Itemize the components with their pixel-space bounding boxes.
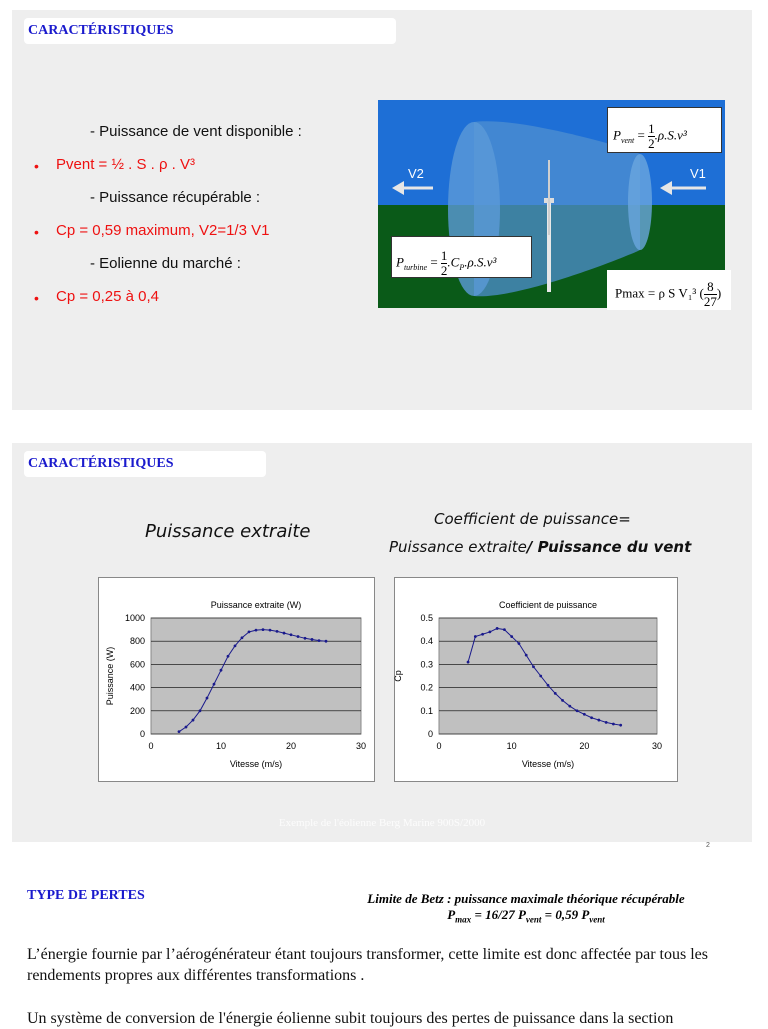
bullet-icon: • [34,158,39,174]
data-point [213,683,216,686]
x-axis-label: Vitesse (m/s) [521,759,575,769]
label-v1: V1 [690,166,706,181]
formula-pvent: Pvent = ½ . S . ρ . V³ [56,156,196,173]
data-point [583,713,586,716]
formula-subscript: turbine [403,263,428,273]
betz-line-1: Limite de Betz : puissance maximale théorique récupérable [367,891,685,906]
plot-area [151,618,361,734]
data-point [248,631,251,634]
chart-title: Coefficient de puissance [499,600,597,610]
chart-cp [395,578,677,781]
data-point [547,684,550,687]
tube-outlet [628,154,652,250]
data-point [255,629,258,632]
formula-pmax-box: Pmax = ρ S V₁³ ( $\frac{8}{27}$ ) [607,270,731,310]
header-ratio: Puissance extraite/ Puissance du vent [389,538,692,556]
slide-caracteristiques-2 [12,443,752,842]
chart-puissance-panel [98,577,375,782]
x-tick-label: 10 [506,741,517,751]
slide-caracteristiques-1 [12,10,752,410]
data-point [241,636,244,639]
data-point [227,655,230,658]
data-point [185,726,188,729]
data-point [568,705,571,708]
formula-rhs: .C [447,254,460,270]
chart-title: Puissance extraite (W) [210,600,302,610]
data-point [539,675,542,678]
fraction: $\frac{8}{27}$ [703,279,717,309]
formula-subscript: vent [620,136,635,146]
data-point [276,630,279,633]
data-point [304,637,307,640]
y-tick-label: 0.2 [420,682,433,693]
data-point [206,697,209,700]
data-point [220,669,223,672]
text-cp-maximum: Cp = 0,59 maximum, V2=1/3 V1 [56,222,270,239]
paragraph-2: Un système de conversion de l'énergie éolienne subit toujours des pertes de puissance dans la section [27,1010,674,1027]
y-tick-label: 0 [427,729,433,739]
data-point [290,633,293,636]
plot-area [439,618,657,734]
y-tick-label: 0 [139,729,145,739]
data-point [532,665,535,668]
y-tick-label: 0.4 [420,636,433,647]
data-point [311,638,314,641]
data-point [597,719,600,722]
data-point [199,709,202,712]
y-axis-label: Cp [393,670,403,682]
data-point [619,724,622,727]
page-number: 2 [706,842,710,849]
formula-symbol: P [396,254,404,270]
data-point [510,635,513,638]
y-tick-label: 0.1 [420,705,433,716]
data-point [262,628,265,631]
formula-rhs: .ρ.S.v³ [464,254,497,270]
data-point [561,699,564,702]
x-tick-label: 30 [651,741,663,751]
y-tick-label: 0.3 [420,659,433,670]
data-point [283,632,286,635]
slide-title: CARACTÉRISTIQUES [24,451,266,477]
betz-diagram [378,100,725,308]
betz-line-2: $P_{max} = 16/27$ $P_{vent} = 0,59$ $P_{vent}$ [447,907,605,925]
data-point [474,635,477,638]
data-point [178,730,181,733]
y-tick-label: 800 [129,636,145,647]
formula-pvent-box: $P_{vent}$ = $\frac{1}{2}$ .ρ.S.v³ [607,107,722,153]
formula-rhs: .ρ.S.v³ [654,127,687,143]
text-cp-range: Cp = 0,25 à 0,4 [56,288,159,305]
bullet-icon: • [34,224,39,240]
y-tick-label: 1000 [124,613,145,623]
data-point [318,639,321,642]
y-tick-label: 400 [129,682,145,693]
x-tick-label: 0 [436,741,442,751]
header-coefficient: Coefficient de puissance= [434,510,631,528]
x-tick-label: 30 [355,741,367,751]
data-point [192,719,195,722]
text-eolienne-marche: - Eolienne du marché : [90,255,241,272]
data-point [269,629,272,632]
slide-title: CARACTÉRISTIQUES [24,18,396,44]
formula-symbol: P [613,127,621,143]
y-tick-label: 0.5 [420,613,433,623]
data-point [605,721,608,724]
label-v2: V2 [408,166,424,181]
data-point [503,628,506,631]
y-tick-label: 600 [129,659,145,670]
paragraph-1: L’énergie fournie par l’aérogénérateur étant toujours transformer, cette limite est donc affectée par tous les rendements propres aux différentes transformations . [27,946,708,984]
text-puissance-vent: - Puissance de vent disponible : [90,123,302,140]
x-tick-label: 20 [285,741,297,751]
data-point [576,709,579,712]
fraction: $\frac{1}{2}$ [648,121,655,151]
text-puissance-recuperable: - Puissance récupérable : [90,189,261,206]
data-point [467,661,470,664]
data-point [496,627,499,630]
x-tick-label: 0 [148,741,154,751]
data-point [325,640,328,643]
fraction: $\frac{1}{2}$ [440,248,448,278]
header-puissance-extraite: Puissance extraite [145,521,311,542]
betz-limit [340,891,712,928]
data-point [554,692,557,695]
data-point [234,644,237,647]
y-tick-label: 200 [129,705,145,716]
footer-note: Exemple de l'éolienne Berg Marine 900S/2000 [278,817,486,829]
data-point [297,635,300,638]
y-axis-label: Puissance (W) [105,646,115,706]
x-tick-label: 20 [579,741,590,751]
data-point [590,716,593,719]
section-title: TYPE DE PERTES [27,888,145,903]
bullet-icon: • [34,290,39,306]
data-point [488,631,491,634]
data-point [518,642,521,645]
formula-pturbine-box: $P_{turbine}$ = $\frac{1}{2}$ $.C_P.\rho.S.v^3$ [391,236,532,278]
x-axis-label: Vitesse (m/s) [229,759,283,769]
chart-puissance [99,578,374,781]
data-point [525,654,528,657]
data-point [481,633,484,636]
chart-cp-panel [394,577,678,782]
formula-pmax: Pmax = ρ S V₁³ ( [615,285,704,301]
data-point [612,723,615,726]
x-tick-label: 10 [215,741,227,751]
